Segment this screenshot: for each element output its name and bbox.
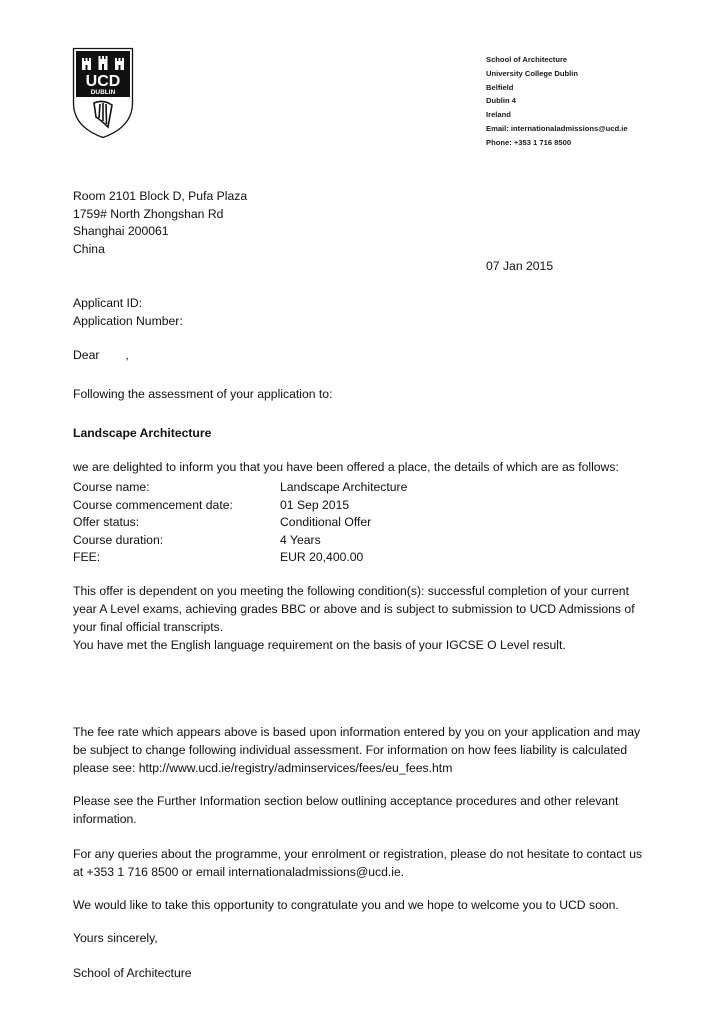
applicant-id-label: Applicant ID: (73, 296, 143, 310)
applicant-identifiers (73, 295, 183, 330)
congratulations-paragraph: We would like to take this opportunity to congratulate you and we hope to welcome you to UCD soon. (73, 898, 619, 912)
condition-text: This offer is dependent on you meeting the following condition(s): successful completion of your current year A Level exams, achieving grades BBC or above and is subject to submission to UCD Admissions of your final official transcripts. (73, 584, 635, 634)
application-number-label: Application Number: (73, 313, 183, 328)
sender-area: Belfield (486, 82, 514, 92)
letter-date: 07 Jan 2015 (486, 259, 554, 273)
detail-value: EUR 20,400.00 (280, 550, 364, 564)
sender-country: Ireland (486, 110, 511, 120)
fee-note-paragraph: The fee rate which appears above is based upon information entered by you on your application and may be subject to change following individual assessment. For information on how fees liability is calculated please see: http://www.ucd.ie/registry/adminservices/fees/eu_fees.htm (73, 725, 641, 775)
recipient-line-2: 1759# North Zhongshan Rd (73, 206, 224, 221)
signoff-line: School of Architecture (73, 966, 192, 980)
sender-address-block (486, 53, 716, 150)
offer-intro: we are delighted to inform you that you have been offered a place, the details of which are as follows: (73, 460, 619, 474)
detail-value: Conditional Offer (280, 515, 372, 529)
greeting (73, 347, 129, 365)
detail-value: 4 Years (280, 532, 321, 547)
detail-row (73, 479, 407, 497)
detail-row (73, 549, 407, 567)
condition-paragraph (73, 582, 653, 654)
recipient-line-1: Room 2101 Block D, Pufa Plaza (73, 189, 248, 203)
course-title: Landscape Architecture (73, 426, 212, 440)
closing-line: Yours sincerely, (73, 931, 158, 945)
greeting-word: Dear (73, 348, 100, 362)
detail-label: Course name: (73, 480, 150, 494)
detail-label: Offer status: (73, 515, 140, 529)
detail-value: 01 Sep 2015 (280, 497, 350, 512)
greeting-comma: , (125, 348, 129, 362)
further-info-paragraph: Please see the Further Information section below outlining acceptance procedures and other relevant information. (73, 794, 619, 826)
recipient-line-3: Shanghai 200061 (73, 224, 169, 239)
detail-label: FEE: (73, 550, 101, 564)
ucd-crest-logo (72, 47, 134, 139)
sender-city: Dublin 4 (486, 96, 516, 106)
sender-university: University College Dublin (486, 68, 578, 78)
sender-phone: Phone: +353 1 716 8500 (486, 137, 572, 147)
recipient-address-block (73, 188, 247, 258)
detail-value: Landscape Architecture (280, 480, 408, 494)
english-requirement-text: You have met the English language requirement on the basis of your IGCSE O Level result. (73, 638, 566, 652)
sender-school: School of Architecture (486, 55, 568, 64)
detail-row (73, 532, 407, 550)
offer-details-table (73, 479, 407, 567)
recipient-line-4: China (73, 241, 105, 256)
logo-dublin-text: DUBLIN (90, 89, 116, 96)
detail-label: Course duration: (73, 532, 164, 547)
detail-label: Course commencement date: (73, 497, 233, 512)
logo-ucd-text: UCD (85, 73, 121, 90)
assessment-line: Following the assessment of your application to: (73, 387, 333, 401)
queries-paragraph: For any queries about the programme, your enrolment or registration, please do not hesitate to contact us at +353 1 716 8500 or email internationaladmissions@ucd.ie. (73, 847, 643, 879)
detail-row (73, 497, 407, 515)
detail-row (73, 514, 407, 532)
sender-email: Email: internationaladmissions@ucd.ie (486, 123, 628, 133)
